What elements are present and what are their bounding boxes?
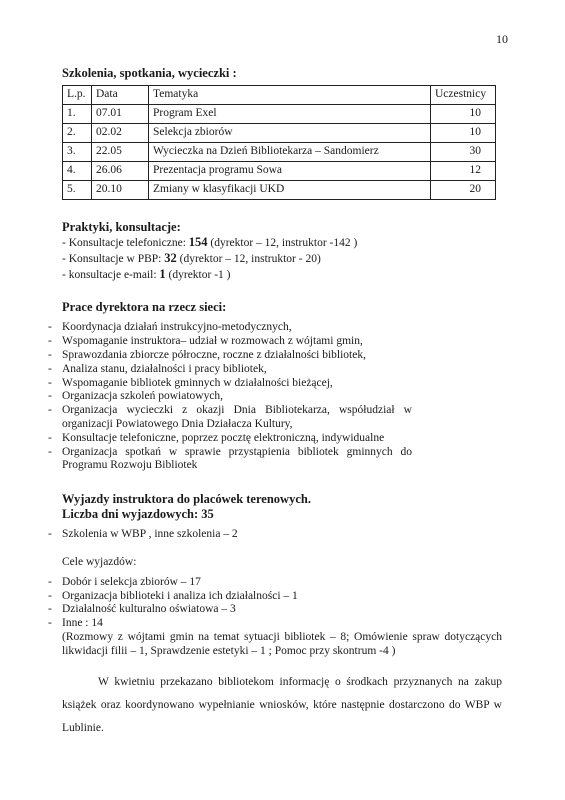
consultation-line xyxy=(62,267,502,283)
consultation-count: 32 xyxy=(164,250,177,265)
column-header-participants: Uczestnicy xyxy=(431,86,496,105)
consultation-label: - Konsultacje w PBP: xyxy=(62,252,165,265)
table-header-row xyxy=(63,86,496,105)
director-work-list xyxy=(62,321,412,473)
list-item: - Analiza stanu, działalności i pracy bibliotek, xyxy=(62,363,412,377)
list-item: - Inne : 14 xyxy=(62,617,502,631)
cell-participants: 12 xyxy=(431,162,496,181)
list-item: - Dobór i selekcja zbiorów – 17 xyxy=(62,576,502,590)
list-item: - Konsultacje telefoniczne, poprzez pocztę elektroniczną, indywidualne xyxy=(62,432,412,446)
cell-date: 26.06 xyxy=(92,162,149,181)
cell-date: 22.05 xyxy=(92,143,149,162)
trip-notes: (Rozmowy z wójtami gmin na temat sytuacji bibliotek – 8; Omówienie spraw dotyczących likwidacji filii – 1, Sprawdzenie estetyki – 1 ; Pomoc przy skontrum -4 ) xyxy=(62,630,502,657)
list-item: - Organizacja wycieczki z okazji Dnia Bibliotekarza, współudział w organizacji Powiatowego Dnia Działacza Kultury, xyxy=(62,404,412,432)
trainings-sub-list xyxy=(62,528,502,542)
cell-participants: 20 xyxy=(431,181,496,200)
cell-lp: 1. xyxy=(63,105,92,124)
cell-date: 02.02 xyxy=(92,124,149,143)
list-item: - Wspomaganie bibliotek gminnych w działalności bieżącej, xyxy=(62,377,412,391)
table-row xyxy=(63,162,496,181)
cell-lp: 3. xyxy=(63,143,92,162)
column-header-lp: L.p. xyxy=(63,86,92,105)
table-row xyxy=(63,105,496,124)
consultation-line xyxy=(62,235,502,251)
consultation-line xyxy=(62,251,502,267)
consultations-section xyxy=(62,220,502,282)
cell-topic: Selekcja zbiorów xyxy=(149,124,431,143)
column-header-topic: Tematyka xyxy=(149,86,431,105)
cell-date: 20.10 xyxy=(92,181,149,200)
list-item: - Szkolenia w WBP , inne szkolenia – 2 xyxy=(62,528,502,542)
trip-days-heading: Liczba dni wyjazdowych: 35 xyxy=(62,507,214,522)
list-item: - Sprawozdania zbiorcze półroczne, roczne z działalności bibliotek, xyxy=(62,349,412,363)
cell-participants: 30 xyxy=(431,143,496,162)
trip-goals-list xyxy=(62,576,502,631)
list-item: - Koordynacja działań instrukcyjno-metodycznych, xyxy=(62,321,412,335)
trainings-heading: Szkolenia, spotkania, wycieczki : xyxy=(62,66,237,80)
director-work-section xyxy=(62,300,502,473)
consultation-detail: (dyrektor – 12, instruktor - 20) xyxy=(176,252,321,265)
consultation-label: - konsultacje e-mail: xyxy=(62,268,160,281)
table-row xyxy=(63,181,496,200)
trainings-table xyxy=(62,85,496,200)
cell-date: 07.01 xyxy=(92,105,149,124)
list-item: - Organizacja spotkań w sprawie przystąpienia bibliotek gminnych do Programu Rozwoju Bibliotek xyxy=(62,446,412,474)
consultation-count: 1 xyxy=(159,266,166,281)
trips-section xyxy=(62,492,502,658)
trip-goals-label: Cele wyjazdów: xyxy=(62,555,137,568)
consultation-count: 154 xyxy=(188,235,208,249)
consultation-detail: (dyrektor – 12, instruktor -142 ) xyxy=(207,237,358,249)
director-work-heading: Prace dyrektora na rzecz sieci: xyxy=(62,300,227,315)
cell-participants: 10 xyxy=(431,105,496,124)
cell-lp: 2. xyxy=(63,124,92,143)
cell-lp: 5. xyxy=(63,181,92,200)
cell-topic: Zmiany w klasyfikacji UKD xyxy=(149,181,431,200)
table-row xyxy=(63,124,496,143)
list-item: - Organizacja szkoleń powiatowych, xyxy=(62,390,412,404)
list-item: - Organizacja biblioteki i analiza ich działalności – 1 xyxy=(62,590,502,604)
consultation-label: - Konsultacje telefoniczne: xyxy=(62,237,189,249)
list-item: - Działalność kulturalno oświatowa – 3 xyxy=(62,603,502,617)
consultations-heading: Praktyki, konsultacje: xyxy=(62,220,181,234)
trips-heading: Wyjazdy instruktora do placówek terenowych. xyxy=(62,492,311,507)
list-item: - Wspomaganie instruktora– udział w rozmowach z wójtami gmin, xyxy=(62,335,412,349)
cell-participants: 10 xyxy=(431,124,496,143)
cell-topic: Program Exel xyxy=(149,105,431,124)
document-body xyxy=(62,66,502,740)
closing-paragraph: W kwietniu przekazano bibliotekom informację o środkach przyznanych na zakup książek oraz koordynowano wypełnianie wniosków, które następnie dostarczono do WBP w Lublinie. xyxy=(62,675,502,734)
cell-lp: 4. xyxy=(63,162,92,181)
consultation-detail: (dyrektor -1 ) xyxy=(165,268,231,281)
cell-topic: Wycieczka na Dzień Bibliotekarza – Sandomierz xyxy=(149,143,431,162)
table-row xyxy=(63,143,496,162)
page-number: 10 xyxy=(496,32,508,46)
column-header-date: Data xyxy=(92,86,149,105)
cell-topic: Prezentacja programu Sowa xyxy=(149,162,431,181)
